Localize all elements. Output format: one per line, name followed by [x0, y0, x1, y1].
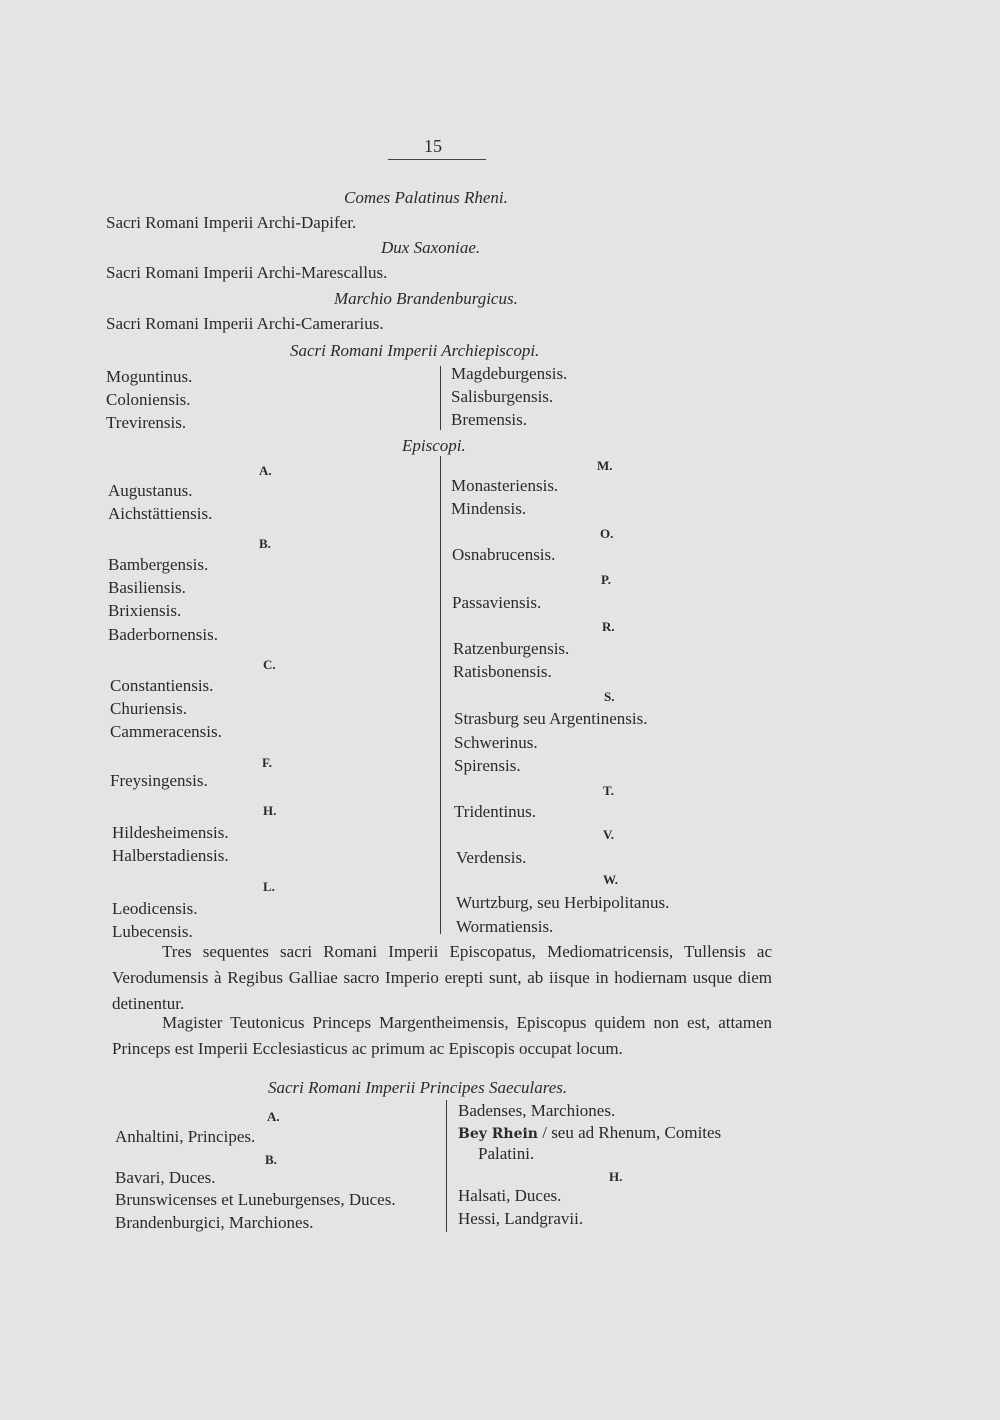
episcopus: Mindensis.: [451, 499, 527, 518]
elector-heading-2: Dux Saxoniae.: [381, 238, 481, 257]
letter-heading: W.: [603, 872, 619, 887]
letter-heading: H.: [609, 1169, 623, 1184]
letter-heading: F.: [262, 755, 272, 770]
letter-heading: A.: [259, 463, 272, 478]
episcopus: Spirensis.: [454, 756, 521, 775]
fraktur-text: Bey Rhein: [458, 1126, 538, 1142]
episcopus: Halberstadiensis.: [112, 846, 229, 865]
episcopus: Brixiensis.: [108, 601, 182, 620]
letter-heading: O.: [600, 526, 614, 541]
princeps-bey-rhein: [458, 1123, 721, 1144]
letter-heading: A.: [267, 1109, 280, 1124]
episcopus: Augustanus.: [108, 481, 193, 500]
archiepiscopus-right: Bremensis.: [451, 410, 528, 429]
episcopus: Basiliensis.: [108, 578, 186, 597]
episcopus: Baderbornensis.: [108, 625, 219, 644]
episcopus: Ratzenburgensis.: [453, 639, 570, 658]
princeps: Halsati, Duces.: [458, 1186, 562, 1205]
episcopus: Hildesheimensis.: [112, 823, 229, 842]
princeps: Badenses, Marchiones.: [458, 1101, 616, 1120]
column-divider: [446, 1100, 447, 1232]
letter-heading: P.: [601, 572, 611, 587]
letter-heading: B.: [259, 536, 271, 551]
archiepiscopus-right: Salisburgensis.: [451, 387, 554, 406]
princeps: Anhaltini, Principes.: [115, 1127, 256, 1146]
paragraph: Magister Teutonicus Princeps Margentheimensis, Episcopus quidem non est, attamen Princeps est Imperii Ecclesiasticus ac primum ac Episcopis occupat locum.: [112, 1013, 772, 1058]
episcopus: Churiensis.: [110, 699, 187, 718]
elector-title-2: Sacri Romani Imperii Archi-Marescallus.: [106, 263, 388, 282]
episcopus: Leodicensis.: [112, 899, 198, 918]
archiepiscopus-left: Moguntinus.: [106, 367, 193, 386]
episcopus: Bambergensis.: [108, 555, 209, 574]
letter-heading: S.: [604, 689, 615, 704]
paragraph: Tres sequentes sacri Romani Imperii Episcopatus, Mediomatricensis, Tullensis ac Verodumensis à Regibus Galliae sacro Imperio erepti sunt, ab iisque in hodiernam usque diem detinentur.: [112, 942, 772, 1013]
princeps: Hessi, Landgravii.: [458, 1209, 584, 1228]
episcopus: Wurtzburg, seu Herbipolitanus.: [456, 893, 670, 912]
letter-heading: L.: [263, 879, 275, 894]
episcopus: Schwerinus.: [454, 733, 538, 752]
letter-heading: C.: [263, 657, 276, 672]
episcopus: Osnabrucensis.: [452, 545, 556, 564]
elector-title-3: Sacri Romani Imperii Archi-Camerarius.: [106, 314, 384, 333]
column-divider: [440, 456, 441, 934]
archiepiscopus-left: Trevirensis.: [106, 413, 187, 432]
letter-heading: M.: [597, 458, 613, 473]
bey-rhein-latin: / seu ad Rhenum, Comites: [542, 1123, 722, 1142]
letter-heading: H.: [263, 803, 277, 818]
elector-heading-3: Marchio Brandenburgicus.: [334, 289, 518, 308]
principes-heading: Sacri Romani Imperii Principes Saeculares.: [268, 1078, 568, 1097]
letter-heading: B.: [265, 1152, 277, 1167]
episcopus: Constantiensis.: [110, 676, 214, 695]
letter-heading: R.: [602, 619, 615, 634]
archiepiscopus-right: Magdeburgensis.: [451, 364, 568, 383]
episcopus: Monasteriensis.: [451, 476, 559, 495]
princeps: Brunswicenses et Luneburgenses, Duces.: [115, 1190, 396, 1209]
princeps: Brandenburgici, Marchiones.: [115, 1213, 314, 1232]
page-number-rule: [388, 159, 486, 160]
princeps-continuation: Palatini.: [478, 1144, 535, 1163]
episcopus: Lubecensis.: [112, 922, 193, 941]
letter-heading: T.: [603, 783, 614, 798]
episcopus: Tridentinus.: [454, 802, 537, 821]
elector-title-1: Sacri Romani Imperii Archi-Dapifer.: [106, 213, 357, 232]
episcopus: Freysingensis.: [110, 771, 208, 790]
episcopus: Cammeracensis.: [110, 722, 222, 741]
episcopi-heading: Episcopi.: [402, 436, 466, 455]
episcopus: Strasburg seu Argentinensis.: [454, 709, 648, 728]
archiepiscopi-heading: Sacri Romani Imperii Archiepiscopi.: [290, 341, 540, 360]
episcopus: Wormatiensis.: [456, 917, 554, 936]
episcopus: Verdensis.: [456, 848, 527, 867]
column-divider: [440, 366, 441, 430]
episcopus: Ratisbonensis.: [453, 662, 552, 681]
letter-heading: V.: [603, 827, 614, 842]
episcopus: Passaviensis.: [452, 593, 542, 612]
episcopus: Aichstättiensis.: [108, 504, 213, 523]
archiepiscopus-left: Coloniensis.: [106, 390, 191, 409]
page-number: 15: [424, 136, 442, 156]
elector-heading-1: Comes Palatinus Rheni.: [344, 188, 508, 207]
princeps: Bavari, Duces.: [115, 1168, 216, 1187]
